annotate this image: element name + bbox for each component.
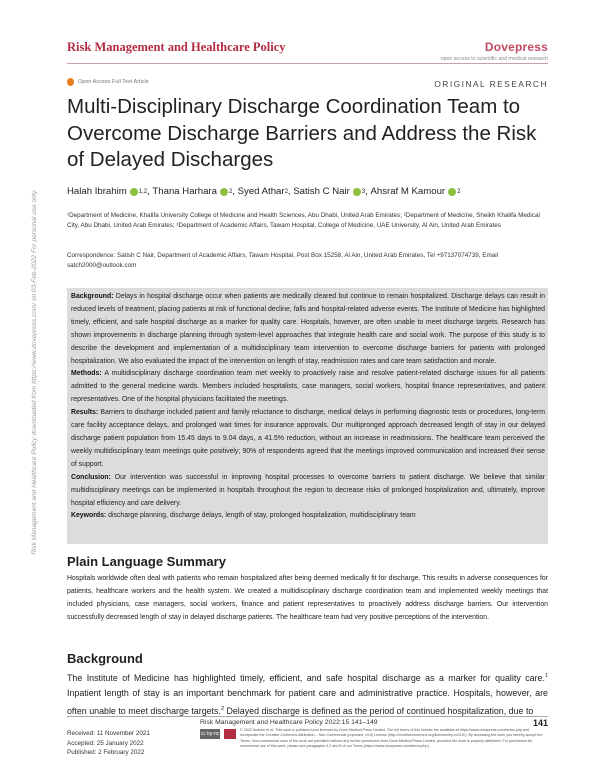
author-name[interactable]: Syed Athar [237, 186, 285, 197]
abstract-methods: Methods: A multidisciplinary discharge coordination team met weekly to proactively raise and resolve patient-related discharge issues for all patients admitted to the general medicine wards. Members included hospitalists, case managers, social workers, hospital finance representatives, and patient representatives. One of the hospital physicians facilitated the meetings. [71, 370, 545, 404]
download-watermark [4, 162, 40, 582]
publisher-logo[interactable]: Dovepress [484, 40, 548, 54]
abstract-keywords: Keywords: discharge planning, discharge delays, length of stay, prolonged hospitalization, multidisciplinary team [71, 512, 416, 520]
orcid-icon[interactable] [448, 188, 456, 196]
article-title: Multi-Disciplinary Discharge Coordination Team to Overcome Discharge Barriers and Address the Risk of Delayed Discharges [67, 95, 537, 171]
orcid-icon[interactable] [130, 188, 138, 196]
correspondence: Correspondence: Satish C Nair, Department of Academic Affairs, Tawam Hospital, Post Box 15258, Al Ain, United Arab Emirates, Tel +97137074739, Email satch2000@outlook.com [67, 252, 499, 270]
journal-title: Risk Management and Healthcare Policy [67, 40, 286, 54]
publisher-tagline: open access to scientific and medical research [440, 56, 548, 62]
publication-dates: Received: 11 November 2021 Accepted: 25 January 2022 Published: 2 February 2022 [67, 730, 150, 757]
affiliations: ¹Department of Medicine, Khalifa University College of Medicine and Health Sciences, Abu Dhabi, United Arab Emirates; ²Department of Medicine, Sheikh Khalifa Medical City, Abu Dhabi, United Arab Emirates; ³Department of Academic Affairs, Tawam Hospital, College of Medicine, UAE University, Al Ain, United Arab Emirates [67, 212, 540, 230]
author-affil: 2 [284, 188, 288, 195]
abstract-results: Results: Barriers to discharge included patient and family reluctance to discharge, medical delays in performing diagnostic tests or procedures, long-term care facility acceptance delays, and prolonged wait times for insurance approvals. Our multipronged approach decreased length of stay in our delayed discharge patient population from 15.45 days to 9.04 days, a 41.5% reduction, without an increase in readmissions. The healthcare team perceived the weekly multidisciplinary team meetings quite positively; 90% of respondents agreed that the meetings improved communication and increased their sense of support. [71, 409, 545, 468]
page-number: 141 [532, 718, 548, 728]
cc-license-icon[interactable]: cc by-nc [200, 731, 220, 737]
header-divider [67, 63, 548, 64]
author-name[interactable]: Ahsraf M Kamour [370, 186, 446, 197]
plain-language-text: Hospitals worldwide often deal with patients who remain hospitalized after being deemed medically fit for discharge. This results in adverse consequences for patients, healthcare workers and the health system. We created a multidisciplinary discharge coordination team and implemented weekly meetings that included physicians, case managers, social workers, finance and patient representatives to proactively address discharge barriers. Our intervention successfully decreased length of stay in delayed discharge patients. The healthcare team had very positive perceptions of the intervention. [67, 575, 548, 621]
abstract-conclusion: Conclusion: Our intervention was successful in improving hospital processes to overcome barriers to patient discharge. We believe that similar multidisciplinary meetings can be implemented in hospitals throughout the region to decrease risks of prolonged hospitalization and, ultimately, improve hospital efficiency and care delivery. [71, 473, 545, 507]
orcid-icon[interactable] [220, 188, 228, 196]
open-access-label: Open Access Full Text Article [78, 79, 149, 85]
dove-logo-icon [224, 729, 236, 739]
author-name[interactable]: Satish C Nair [293, 186, 350, 197]
background-text: The Institute of Medicine has highlighted timely, efficient, and safe hospital discharge as a marker for quality care.$^1$ Inpatient length of stay is an important benchmark for patient care and administrative practice. Hospitals, however, are often unable to meet discharge targets.$^2$ Delayed discharge is defined as the period of continued hospitalization, due to [67, 672, 548, 716]
abstract-box [67, 288, 548, 544]
license-text: © 2022 Ibrahim et al. This work is published and licensed by Dove Medical Press Limited. The full terms of this license are available at https://www.dovepress.com/terms.php and incorporate the Creative Commons Attribution – Non Commercial (unported, v3.0) License (http://creativecommons.org/licenses/by-nc/3.0/). By accessing the work you hereby accept the Terms. Non-commercial uses of the work are permitted without any further permission from Dove Medical Press Limited, provided the work is properly attributed. For permission for commercial use of this work, please see paragraphs 4.2 and 5 of our Terms (https://www.dovepress.com/terms.php). [240, 728, 543, 748]
watermark-text: Risk Management and Healthcare Policy downloaded from https://www.dovepress.com/ on 03-Feb-2022 For personal use only. [31, 189, 38, 555]
abstract-background: Background: Delays in hospital discharge occur when patients are medically cleared but continue to remain hospitalized. Discharge delays can result in reduced levels of treatment, placing patients at risk of functional decline, falls and hospital-related adverse events. The Institute of Medicine has highlighted timely, efficient, and safe hospital discharge as a marker for quality care. Hospitals, however, are often unable to meet discharge targets. Research has shown improvements in discharge planning through system-level approaches that integrate health care and social work. The purpose of this study is to describe the development and implementation of a multidisciplinary team intervention to overcome discharge barriers for patients with prolonged hospitalization. We also evaluated the impact of the intervention on length of stay, readmission rates and care team satisfaction and morale. [71, 293, 545, 365]
author-name[interactable]: Halah Ibrahim [67, 186, 127, 197]
citation-ref[interactable]: 1 [544, 673, 548, 679]
footer-citation: Risk Management and Healthcare Policy 2022:15 141–149 [200, 719, 378, 726]
author-affil: 3 [361, 188, 366, 195]
author-list: Halah Ibrahim 1,2 , Thana Harhara 2 , Syed Athar 2 , Satish C Nair 3 , Ahsraf M Kamour 2 [67, 186, 461, 197]
author-name[interactable]: Thana Harhara [152, 186, 217, 197]
author-affil: 2 [457, 188, 461, 195]
article-type: ORIGINAL RESEARCH [434, 79, 548, 89]
orcid-icon[interactable] [353, 188, 361, 196]
open-access-badge [67, 78, 149, 86]
background-heading: Background [67, 651, 143, 666]
author-affil: 2 [228, 188, 233, 195]
author-affil: 1,2 [138, 188, 148, 195]
citation-ref[interactable]: 2 [220, 705, 224, 712]
plain-language-heading: Plain Language Summary [67, 554, 226, 569]
open-access-icon [67, 78, 74, 86]
footer-divider [67, 716, 548, 717]
